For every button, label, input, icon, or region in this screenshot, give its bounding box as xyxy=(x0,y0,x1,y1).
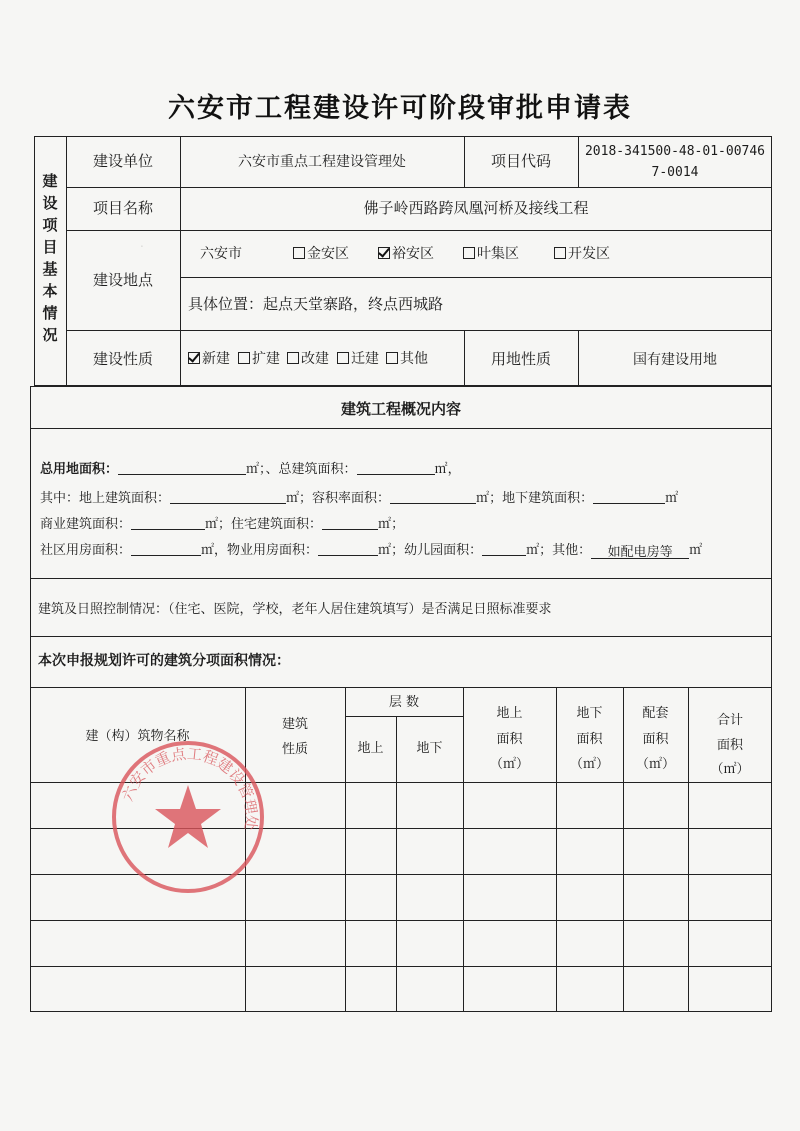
checked-checkbox-icon xyxy=(378,247,390,259)
location-label: 建设地点 xyxy=(92,271,153,289)
divider xyxy=(30,687,772,688)
bleed-through-mark: . xyxy=(140,236,144,250)
nature-option-relocate[interactable]: 迁建 xyxy=(337,352,379,366)
table-row xyxy=(30,920,772,966)
col-header-above-area-2: 面积 xyxy=(496,732,523,747)
col-header-total-area-3: （㎡） xyxy=(710,762,750,777)
itemized-area-heading: 本次申报规划许可的建筑分项面积情况： xyxy=(38,653,290,669)
divider xyxy=(180,136,181,386)
form-title: 六安市工程建设许可阶段审批申请表 xyxy=(168,93,632,124)
col-header-above-area-3: （㎡） xyxy=(489,757,529,772)
col-header-total-area-1: 合计 xyxy=(716,713,743,728)
land-label: 用地性质 xyxy=(490,350,551,368)
sunlight-control-note: 建筑及日照控制情况：（住宅、医院，学校，老年人居住建筑填写）是否满足日照标准要求 xyxy=(38,602,552,617)
col-header-support-area-2: 面积 xyxy=(642,732,669,747)
code-value-line1: 2018-341500-48-01-00746 xyxy=(584,144,765,159)
above-ground-area-row: 其中：地上建筑面积： ㎡；容积率面积： ㎡；地下建筑面积： ㎡ xyxy=(40,491,679,506)
nature-option-new[interactable]: 新建 xyxy=(188,352,230,366)
divider xyxy=(66,136,67,386)
col-header-name: 建（构）筑物名称 xyxy=(85,729,190,744)
col-header-below-area-3: （㎡） xyxy=(569,757,609,772)
checkbox-icon xyxy=(554,247,566,259)
divider xyxy=(66,187,772,188)
nature-option-expand[interactable]: 扩建 xyxy=(238,352,280,366)
nature-option-other[interactable]: 其他 xyxy=(386,352,428,366)
project-name-label: 项目名称 xyxy=(92,199,153,217)
total-land-area-row: 总用地面积： ㎡；、总建筑面积： ㎡， xyxy=(40,462,461,477)
code-value-line2: 7-0014 xyxy=(651,165,699,180)
basic-info-vertical-label: 建 设 项 目 基 本 情 况 xyxy=(42,172,58,344)
district-option-jinan[interactable]: 金安区 xyxy=(293,247,349,261)
district-option-yuan[interactable]: 裕安区 xyxy=(378,247,434,261)
col-header-below-area-2: 面积 xyxy=(576,732,603,747)
divider xyxy=(66,330,772,331)
col-header-total-area-2: 面积 xyxy=(716,738,743,753)
community-area-row: 社区用房面积： ㎡，物业用房面积： ㎡；幼儿园面积： ㎡；其他： 如配电房等 ㎡ xyxy=(40,543,703,560)
overview-heading: 建筑工程概况内容 xyxy=(340,400,461,418)
other-value: 如配电房等 xyxy=(607,545,673,560)
specific-location: 具体位置：起点天堂寨路，终点西城路 xyxy=(188,295,444,313)
divider xyxy=(345,716,463,717)
col-header-nature-2: 性质 xyxy=(281,742,308,757)
col-header-above-area-1: 地上 xyxy=(496,706,523,721)
divider xyxy=(30,428,772,429)
official-seal-stamp xyxy=(108,737,268,897)
checkbox-icon xyxy=(293,247,305,259)
district-option-yeji[interactable]: 叶集区 xyxy=(463,247,519,261)
checkbox-icon xyxy=(463,247,475,259)
col-header-floors: 层 数 xyxy=(388,695,420,710)
col-header-floors-below: 地下 xyxy=(416,741,443,756)
checkbox-icon xyxy=(238,352,250,364)
commercial-area-row: 商业建筑面积： ㎡；住宅建筑面积： ㎡； xyxy=(40,517,405,532)
unit-value: 六安市重点工程建设管理处 xyxy=(238,154,406,170)
col-header-floors-above: 地上 xyxy=(357,741,384,756)
checkbox-icon xyxy=(287,352,299,364)
seal-text: 六安市重点工程建设管理处 xyxy=(118,744,261,831)
table-row xyxy=(30,966,772,1012)
code-label: 项目代码 xyxy=(490,152,551,170)
land-value: 国有建设用地 xyxy=(633,352,717,368)
col-header-support-area-3: （㎡） xyxy=(635,757,675,772)
divider xyxy=(578,136,579,187)
seal-star-icon xyxy=(155,785,221,848)
checked-checkbox-icon xyxy=(188,352,200,364)
project-name-value: 佛子岭西路跨凤凰河桥及接线工程 xyxy=(363,199,589,217)
city-name: 六安市 xyxy=(200,246,242,262)
district-option-kaifa[interactable]: 开发区 xyxy=(554,247,610,261)
divider xyxy=(30,636,772,637)
nature-label: 建设性质 xyxy=(92,350,153,368)
checkbox-icon xyxy=(337,352,349,364)
checkbox-icon xyxy=(386,352,398,364)
col-header-support-area-1: 配套 xyxy=(642,706,669,721)
nature-option-rebuild[interactable]: 改建 xyxy=(287,352,329,366)
col-header-nature-1: 建筑 xyxy=(281,717,308,732)
unit-label: 建设单位 xyxy=(92,152,153,170)
divider xyxy=(66,230,772,231)
divider xyxy=(180,277,772,278)
col-header-below-area-1: 地下 xyxy=(576,706,603,721)
divider xyxy=(30,578,772,579)
